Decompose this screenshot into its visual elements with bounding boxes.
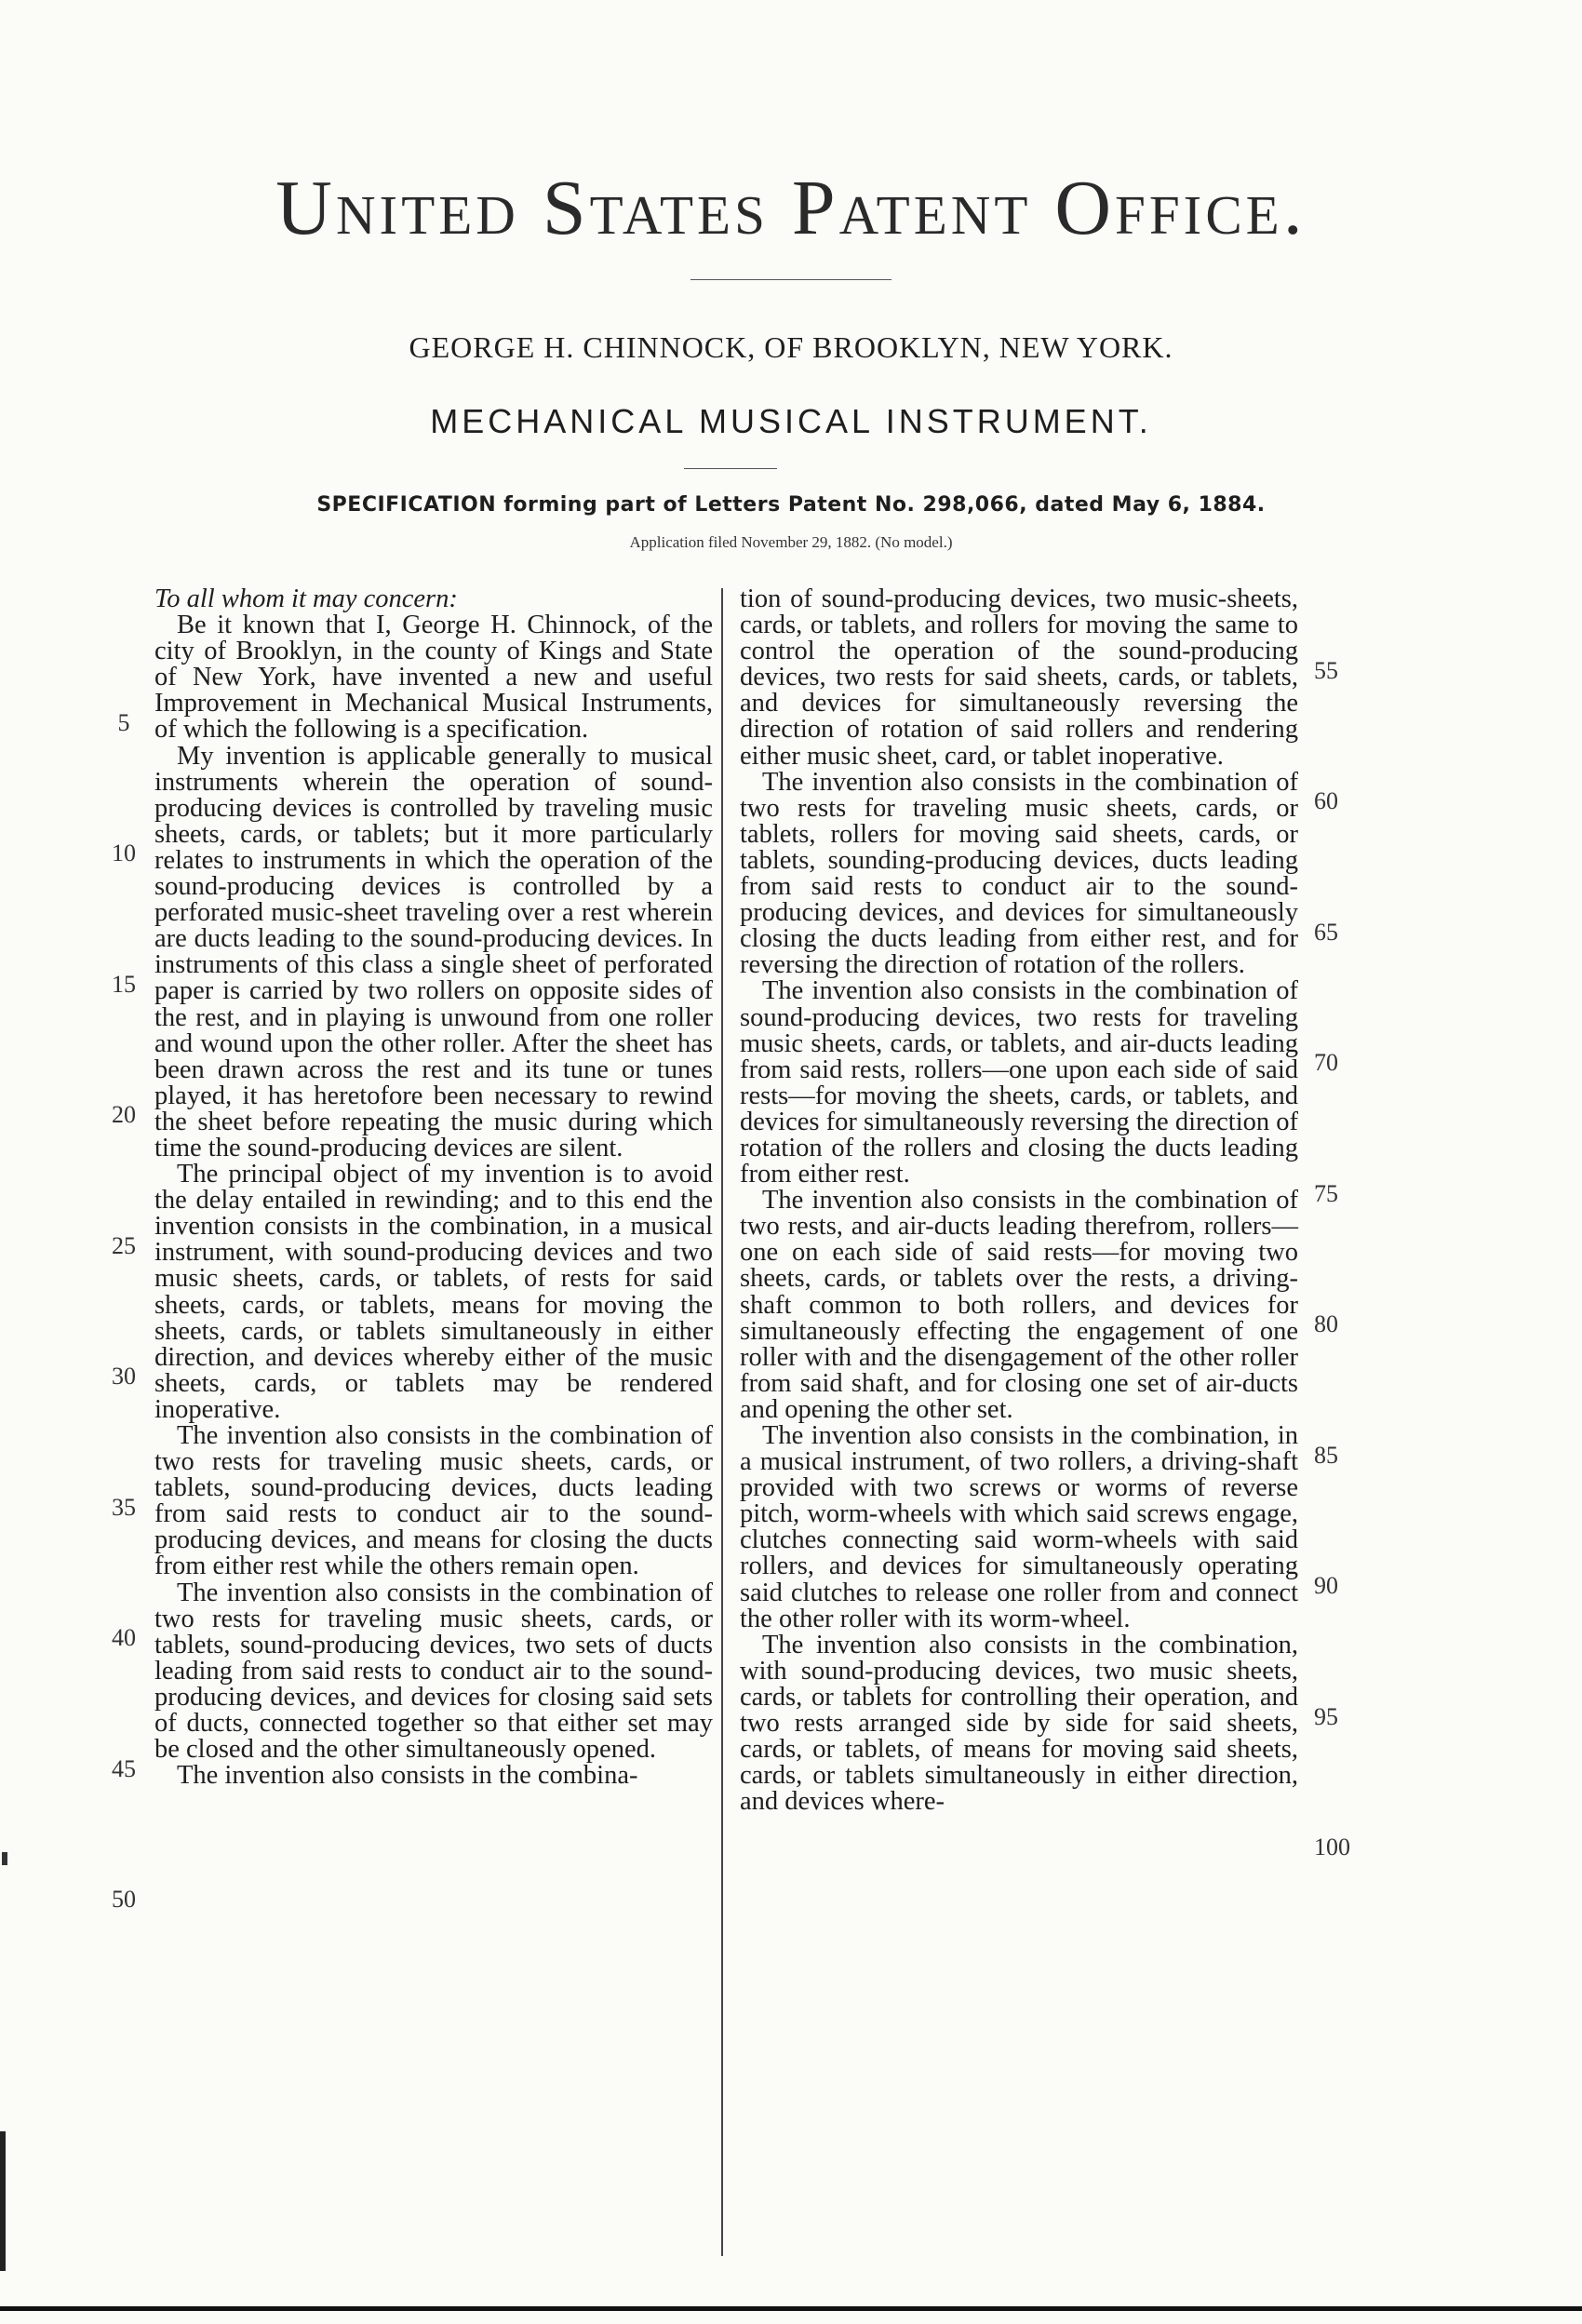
paragraph: The invention also consists in the combination of two rests for traveling music sheets, cards, or tablets, rollers for moving said sheets, cards, or tablets, sounding-producing devices, ducts leading from said rests to conduct air to the sound-producing devices, and devices for simultaneously closing the ducts leading from either rest, and for reversing the direction of rotation of the rollers. [740,767,1298,980]
title-rule [690,279,892,280]
office-title: United States Patent Office. [275,165,1307,251]
line-number: 100 [1314,1834,1350,1861]
line-number: 25 [112,1232,136,1259]
line-number: 85 [1314,1442,1338,1469]
heading-rule [684,468,777,469]
line-number: 40 [112,1624,136,1651]
invention-title: MECHANICAL MUSICAL INSTRUMENT. [430,402,1152,440]
paragraph: The invention also consists in the combina- [177,1761,638,1791]
specification-line: SPECIFICATION forming part of Letters Patent No. 298,066, dated May 6, 1884. [316,493,1266,517]
paragraph: Be it known that I, George H. Chinnock, of the city of Brooklyn, in the county of Kings and State of New York, have invented a new and useful Improvement in Mechanical Musical Instruments, of which the following is a specification. [154,611,713,745]
paragraph: The invention also consists in the combination, with sound-producing devices, two music sheets, cards, or tablets for controlling their operation, and two rests arranged side by side for said sheets, cards, or tablets, of means for moving said sheets, cards, or tablets simultaneously in either direction, and devices where- [740,1630,1298,1817]
line-number: 80 [1314,1310,1338,1337]
line-number: 50 [112,1886,136,1913]
salutation [154,586,713,612]
inventor-line: GEORGE H. CHINNOCK, OF BROOKLYN, NEW YORK. [409,330,1173,364]
line-number: 10 [112,840,136,866]
left-column [154,586,713,1789]
right-column [740,586,1298,1815]
line-number: 55 [1314,657,1338,684]
paragraph: The invention also consists in the combination of sound-producing devices, two rests for traveling music sheets, cards, or tablets, and air-ducts leading from said rests, rollers—one upon each side of said rests—for moving the sheets, cards, or tablets, and devices for simultaneously reversing the direction of rotation of the rollers and closing the ducts leading from either rest. [740,976,1298,1189]
column-divider [721,588,723,2256]
line-number: 20 [112,1101,136,1128]
paragraph: The invention also consists in the combination of two rests for traveling music sheets, cards, or tablets, sound-producing devices, ducts leading from said rests to conduct air to the sound-producing devices, and means for closing the ducts from either rest while the others remain open. [154,1421,713,1581]
paragraph: My invention is applicable generally to musical instruments wherein the operation of sound-producing devices is controlled by traveling music sheets, cards, or tablets; but it more particularly relates to instruments in which the operation of the sound-producing devices is controlled by a perforated music-sheet traveling over a rest wherein are ducts leading to the sound-producing devices. In instruments of this class a single sheet of perforated paper is carried by two rollers on opposite sides of the rest, and in playing is unwound from one roller and wound upon the other roller. After the sheet has been drawn across the rest and its tune or tunes played, it has heretofore been necessary to rewind the sheet before repeating the music during which time the sound-producing devices are silent. [154,741,713,1162]
line-number: 45 [112,1755,136,1782]
line-number: 90 [1314,1572,1338,1599]
line-number: 30 [112,1363,136,1390]
application-line: Application filed November 29, 1882. (No model.) [629,533,953,551]
salutation-text: To all whom it may concern: [154,584,458,613]
scan-edge-mark [0,2131,6,2271]
line-number: 60 [1314,787,1338,814]
line-number: 70 [1314,1049,1338,1076]
paragraph: The invention also consists in the combination of two rests, and air-ducts leading therefrom, rollers—one on each side of said rests—for moving two sheets, cards, or tablets over the rests, a driving-shaft common to both rollers, and devices for simultaneously effecting the engagement of one roller with and the disengagement of the other roller from said shaft, and for closing one set of air-ducts and opening the other set. [740,1186,1298,1424]
line-number: 95 [1314,1703,1338,1730]
line-number: 75 [1314,1180,1338,1207]
line-number: 15 [112,971,136,998]
paragraph: tion of sound-producing devices, two music-sheets, cards, or tablets, and rollers for moving the same to control the operation of the sound-producing devices, two rests for said sheets, cards, or tablets, and devices for simultaneously reversing the direction of rotation of said rollers and rendering either music sheet, card, or tablet inoperative. [740,584,1298,771]
paragraph: The principal object of my invention is to avoid the delay entailed in rewinding; and to this end the invention consists in the combination, in a musical instrument, with sound-producing devices and two music sheets, cards, or tablets, of rests for said sheets, cards, or tablets, means for moving the sheets, cards, or tablets simultaneously in either direction, and devices whereby either of the music sheets, cards, or tablets may be rendered inoperative. [154,1160,713,1424]
line-number: 35 [112,1494,136,1521]
line-number: 65 [1314,919,1338,946]
paragraph: The invention also consists in the combination of two rests for traveling music sheets, cards, or tablets, sound-producing devices, two sets of ducts leading from said rests to conduct air to the sound-producing devices, and devices for closing said sets of ducts, connected together so that either set may be closed and the other simultaneously opened. [154,1578,713,1765]
line-number: 5 [117,709,130,736]
scan-mark [2,1852,7,1865]
scan-bottom-edge [0,2306,1582,2311]
paragraph: The invention also consists in the combination, in a musical instrument, of two rollers, a driving-shaft provided with two screws or worms of reverse pitch, worm-wheels with which said screws engage, clutches connecting said worm-wheels with said rollers, and devices for simultaneously operating said clutches to release one roller from and connect the other roller with its worm-wheel. [740,1421,1298,1633]
